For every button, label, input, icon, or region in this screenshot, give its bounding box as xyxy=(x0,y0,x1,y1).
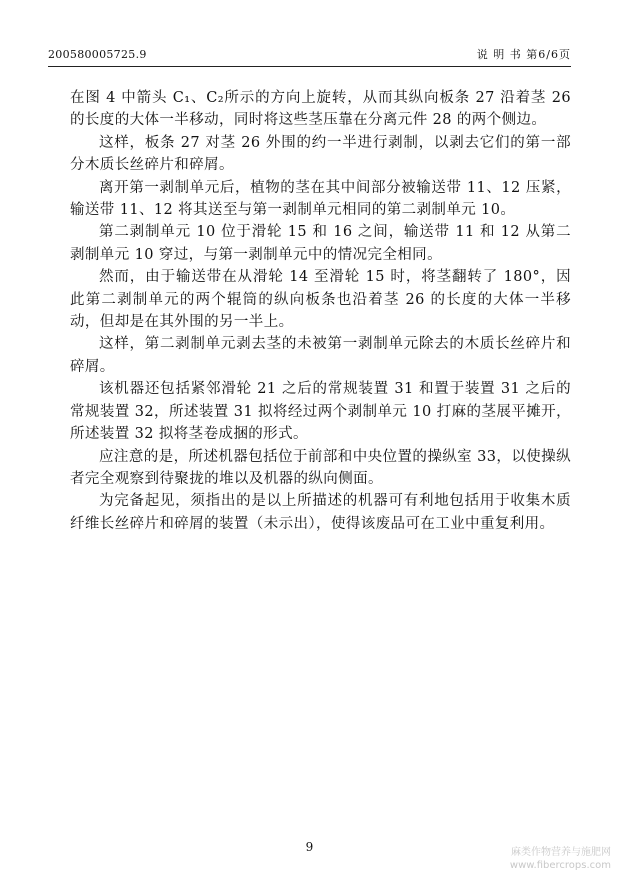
page-number: 9 xyxy=(305,840,314,854)
watermark-site-name: 麻类作物营养与施肥网 xyxy=(511,847,611,858)
paragraph: 这样，板条 27 对茎 26 外围的约一半进行剥制，以剥去它们的第一部分木质长丝碎片和碎屑。 xyxy=(70,134,571,174)
page-header xyxy=(48,46,571,64)
paragraph: 该机器还包括紧邻滑轮 21 之后的常规装置 31 和置于装置 31 之后的常规装置 32，所述装置 31 拟将经过两个剥制单元 10 打麻的茎展平摊开，所述装置 32 拟将茎卷成捆的形式。 xyxy=(70,381,571,443)
paragraph: 应注意的是，所述机器包括位于前部和中央位置的操纵室 33，以使操纵者完全观察到待聚拢的堆以及机器的纵向侧面。 xyxy=(70,448,571,487)
watermark-url: www.fibercrops.com xyxy=(509,860,611,871)
paragraph: 为完备起见，须指出的是以上所描述的机器可有利地包括用于收集木质纤维长丝碎片和碎屑的装置（未示出），使得该废品可在工业中重复利用。 xyxy=(70,493,571,532)
site-watermark xyxy=(510,846,611,872)
paragraph: 在图 4 中箭头 C₁、C₂所示的方向上旋转，从而其纵向板条 27 沿着茎 26 的长度的大体一半移动，同时将这些茎压靠在分离元件 28 的两个侧边。 xyxy=(70,90,571,129)
paragraph: 第二剥制单元 10 位于滑轮 15 和 16 之间，输送带 11 和 12 从第二剥制单元 10 穿过，与第一剥制单元中的情况完全相同。 xyxy=(70,224,571,263)
paragraph: 离开第一剥制单元后，植物的茎在其中间部分被输送带 11、12 压紧，输送带 11、12 将其送至与第一剥制单元相同的第二剥制单元 10。 xyxy=(70,179,571,219)
document-body xyxy=(70,87,571,535)
paragraph: 这样，第二剥制单元剥去茎的未被第一剥制单元除去的木质长丝碎片和碎屑。 xyxy=(70,336,571,375)
section-and-page-label: 说 明 书 第6/6页 xyxy=(476,48,571,61)
patent-application-number: 200580005725.9 xyxy=(48,48,147,61)
header-divider xyxy=(48,66,571,67)
paragraph: 然而，由于输送带在从滑轮 14 至滑轮 15 时，将茎翻转了 180°，因此第二剥制单元的两个辊筒的纵向板条也沿着茎 26 的长度的大体一半移动，但却是在其外围的另一半上。 xyxy=(70,269,571,331)
